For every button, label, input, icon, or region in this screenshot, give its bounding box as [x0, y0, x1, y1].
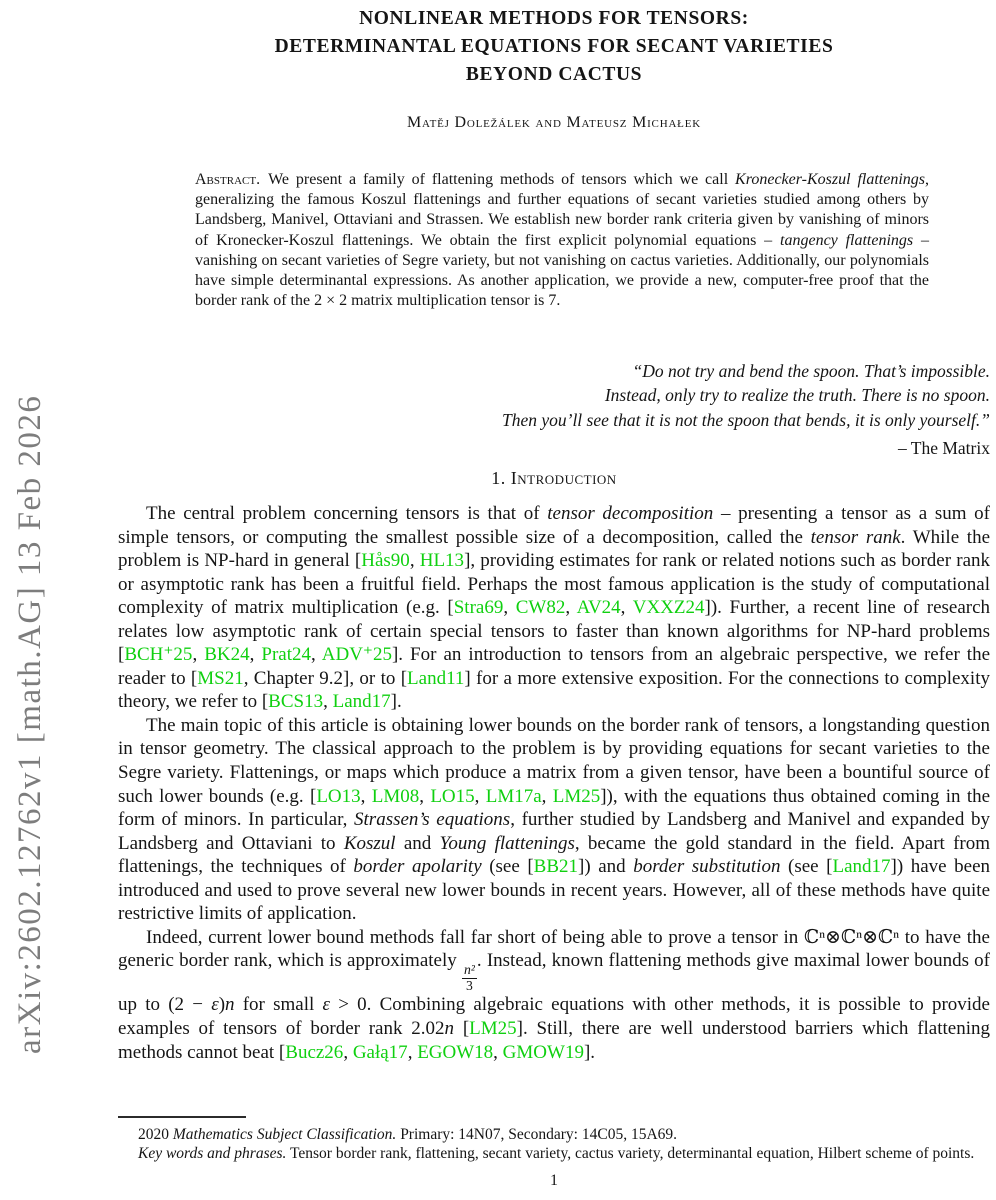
text-run: ,	[541, 785, 553, 807]
emphasis-text: border substitution	[633, 856, 781, 878]
abstract-paragraph	[195, 170, 929, 311]
text-run: ,	[620, 597, 633, 619]
text-run: ] for a more extensive exposition. For the connections to complexity theory, we refer to [	[118, 667, 990, 713]
emphasis-text: Strassen’s equations	[354, 809, 511, 831]
citation-link[interactable]: LM25	[552, 785, 601, 807]
text-run: > 0. Combining algebraic equations with other methods, it is possible to provide examples of tensors of border rank 2.02	[118, 994, 990, 1040]
intro-paragraph-1	[118, 502, 990, 714]
text-run: )	[218, 994, 226, 1016]
footnote-block	[118, 1116, 990, 1164]
citation-link[interactable]: Bucz26	[285, 1041, 344, 1063]
citation-link[interactable]: Land17	[332, 691, 391, 713]
emphasis-text: Mathematics Subject Classification.	[172, 1126, 397, 1143]
text-run: , Chapter 9.2], or to [	[243, 667, 408, 689]
citation-link[interactable]: AV24	[576, 597, 621, 619]
text-run: ,	[323, 691, 333, 713]
text-run: ].	[390, 691, 402, 713]
text-run: ,	[343, 1041, 353, 1063]
text-run: ]) have been introduced and used to prove several new lower bounds in recent years. However, all of these methods have quite restrictive limits of application.	[118, 856, 991, 925]
citation-link[interactable]: LO15	[430, 785, 475, 807]
text-run: ,	[419, 785, 431, 807]
text-run: ].	[583, 1041, 596, 1063]
text-run: Indeed, current lower bound methods fall far short of being able to prove a tensor in ℂⁿ⊗ℂⁿ⊗ℂⁿ to have the generic border rank, which is approximately	[118, 926, 990, 972]
emphasis-text: Koszul	[343, 832, 396, 854]
page-number: 1	[550, 1172, 558, 1189]
text-run: , generalizing the famous Koszul flattenings and further equations of secant varieties studied among others by Landsberg, Manivel, Ottaviani and Strassen. We establish new border rank criteria given by vanishing of minors of Kronecker-Koszul flattenings. We obtain the first explicit polynomial equations –	[195, 171, 930, 249]
text-run: ]. Still, there are well understood barriers which flattening methods cannot beat [	[118, 1018, 990, 1063]
text-run: ,	[474, 785, 486, 807]
text-run: – presenting a tensor as a sum of simple tensors, or computing the smallest possible size of a decomposition, called the	[118, 503, 991, 548]
section-heading-introduction: 1. Introduction	[491, 468, 617, 488]
text-run: , further studied by Landsberg and Manivel and expanded by Landsberg and Ottaviani to	[118, 809, 990, 854]
text-run: ]) and	[578, 856, 634, 878]
text-run: [	[454, 1018, 470, 1040]
footnote-rule	[118, 1116, 246, 1118]
text-run: ,	[407, 1041, 418, 1063]
citation-link[interactable]: LM08	[371, 785, 420, 807]
text-run: ,	[311, 644, 322, 666]
text-line: Instead, only try to realize the truth. There is no spoon.	[604, 385, 990, 406]
text-run: The central problem concerning tensors is that of	[146, 503, 548, 524]
text-run: We present a family of flattening methods of tensors which we call	[260, 171, 736, 188]
text-run: . While the problem is NP-hard in general [	[118, 526, 991, 572]
footnote-msc	[118, 1125, 990, 1144]
citation-link[interactable]: EGOW18	[417, 1041, 494, 1063]
text-run: Tensor border rank, flattening, secant variety, cactus variety, determinantal equation, Hilbert scheme of points.	[286, 1145, 975, 1163]
intro-paragraph-2	[118, 714, 990, 926]
citation-link[interactable]: VXXZ24	[632, 597, 705, 619]
text-run: for small	[234, 994, 323, 1016]
text-run: ,	[192, 644, 205, 666]
emphasis-text: Young flattenings	[439, 832, 575, 854]
text-line: Then you’ll see that it is not the spoon that bends, it is only yourself.”	[501, 409, 990, 430]
citation-link[interactable]: Gałą17	[352, 1041, 408, 1063]
text-run: ,	[493, 1041, 503, 1063]
footnote-keywords	[118, 1144, 990, 1163]
citation-link[interactable]: MS21	[197, 667, 244, 689]
math-fraction: $\frac{\text{n²}}{3}$	[463, 961, 475, 993]
text-run: . Instead, known flattening methods give maximal lower bounds of up to (2 −	[118, 950, 990, 1016]
citation-link[interactable]: Stra69	[453, 597, 504, 619]
citation-link[interactable]: CW82	[515, 597, 566, 619]
text-line: “Do not try and bend the spoon. That’s impossible.	[632, 361, 990, 381]
emphasis-text: ε	[322, 994, 330, 1016]
citation-link[interactable]: ADV⁺25	[321, 644, 392, 666]
text-line: DETERMINANTAL EQUATIONS FOR SECANT VARIETIES	[274, 36, 834, 57]
text-run: 2020	[138, 1126, 173, 1143]
paper-title	[118, 5, 990, 89]
emphasis-text: ε	[211, 994, 219, 1016]
citation-link[interactable]: Hås90	[361, 550, 410, 572]
text-run: ], providing estimates for rank or related notions such as border rank or asymptotic rank has been a fruitful field. Perhaps the most famous application is the study of computational complexity of matrix multiplication (e.g. [	[118, 550, 990, 619]
authors-line: Matěj Doležálek and Mateusz Michałek	[407, 114, 701, 131]
text-run: (see [	[780, 856, 833, 878]
text-run: ]), with the equations thus obtained coming in the form of minors. In particular,	[118, 785, 991, 831]
epigraph-quote	[118, 359, 990, 432]
citation-link[interactable]: LM17a	[485, 785, 542, 807]
emphasis-text: n	[225, 994, 235, 1016]
text-run: ]. For an introduction to tensors from an algebraic perspective, we refer the reader to [	[118, 644, 991, 689]
citation-link[interactable]: HL13	[419, 550, 465, 572]
small-caps-label: Abstract.	[195, 171, 261, 188]
emphasis-text: Kronecker-Koszul flattenings	[735, 171, 926, 188]
epigraph-attribution: – The Matrix	[897, 438, 990, 458]
text-run: , became the gold standard in the field. Apart from flattenings, the techniques of	[118, 832, 991, 878]
citation-link[interactable]: BCH⁺25	[124, 644, 193, 666]
citation-link[interactable]: Land11	[407, 667, 465, 689]
text-run: The main topic of this article is obtaining lower bounds on the border rank of tensors, a longstanding question in tensor geometry. The classical approach to the problem is by providing equations for secant varieties to the Segre variety. Flattenings, or maps which produce a matrix from a given tensor, have been a bountiful source of such lower bounds (e.g. [	[118, 714, 990, 807]
arxiv-watermark: arXiv:2602.12762v1 [math.AG] 13 Feb 2026	[12, 394, 48, 1054]
text-run: ,	[565, 597, 577, 619]
body-text	[118, 502, 990, 1064]
emphasis-text: n	[444, 1018, 455, 1040]
emphasis-text: Key words and phrases.	[138, 1145, 287, 1163]
text-line: NONLINEAR METHODS FOR TENSORS:	[359, 8, 749, 29]
text-run: and	[395, 832, 440, 854]
citation-link[interactable]: BCS13	[268, 691, 324, 713]
citation-link[interactable]: Land17	[832, 856, 891, 878]
emphasis-text: tensor rank	[810, 526, 901, 548]
citation-link[interactable]: GMOW19	[502, 1041, 584, 1063]
emphasis-text: tensor decomposition	[547, 503, 714, 524]
page-content	[118, 0, 990, 1200]
citation-link[interactable]: BK24	[204, 644, 250, 666]
citation-link[interactable]: LO13	[316, 785, 361, 807]
text-line: BEYOND CACTUS	[465, 64, 643, 85]
text-run: Primary: 14N07, Secondary: 14C05, 15A69.	[396, 1126, 678, 1143]
text-run: ,	[409, 550, 420, 572]
text-run: ,	[249, 644, 262, 666]
emphasis-text: border apolarity	[353, 856, 482, 878]
text-run: ]). Further, a recent line of research relates low asymptotic rank of certain special tensors to faster than known algorithms for NP-hard problems [	[118, 597, 991, 666]
text-run: ,	[503, 597, 516, 619]
text-run: (see [	[481, 856, 534, 878]
intro-paragraph-3	[118, 926, 990, 1064]
emphasis-text: tangency flattenings	[780, 231, 914, 249]
citation-link[interactable]: BB21	[533, 856, 579, 878]
citation-link[interactable]: Prat24	[261, 644, 312, 666]
text-run: – vanishing on secant varieties of Segre variety, but not vanishing on cactus varieties. Additionally, our polynomials have simple determinantal expressions. As another application, we provide a new, computer-free proof that the border rank of the 2 × 2 matrix multiplication tensor is 7.	[195, 231, 929, 310]
text-run: ,	[360, 785, 372, 807]
citation-link[interactable]: LM25	[469, 1018, 517, 1040]
